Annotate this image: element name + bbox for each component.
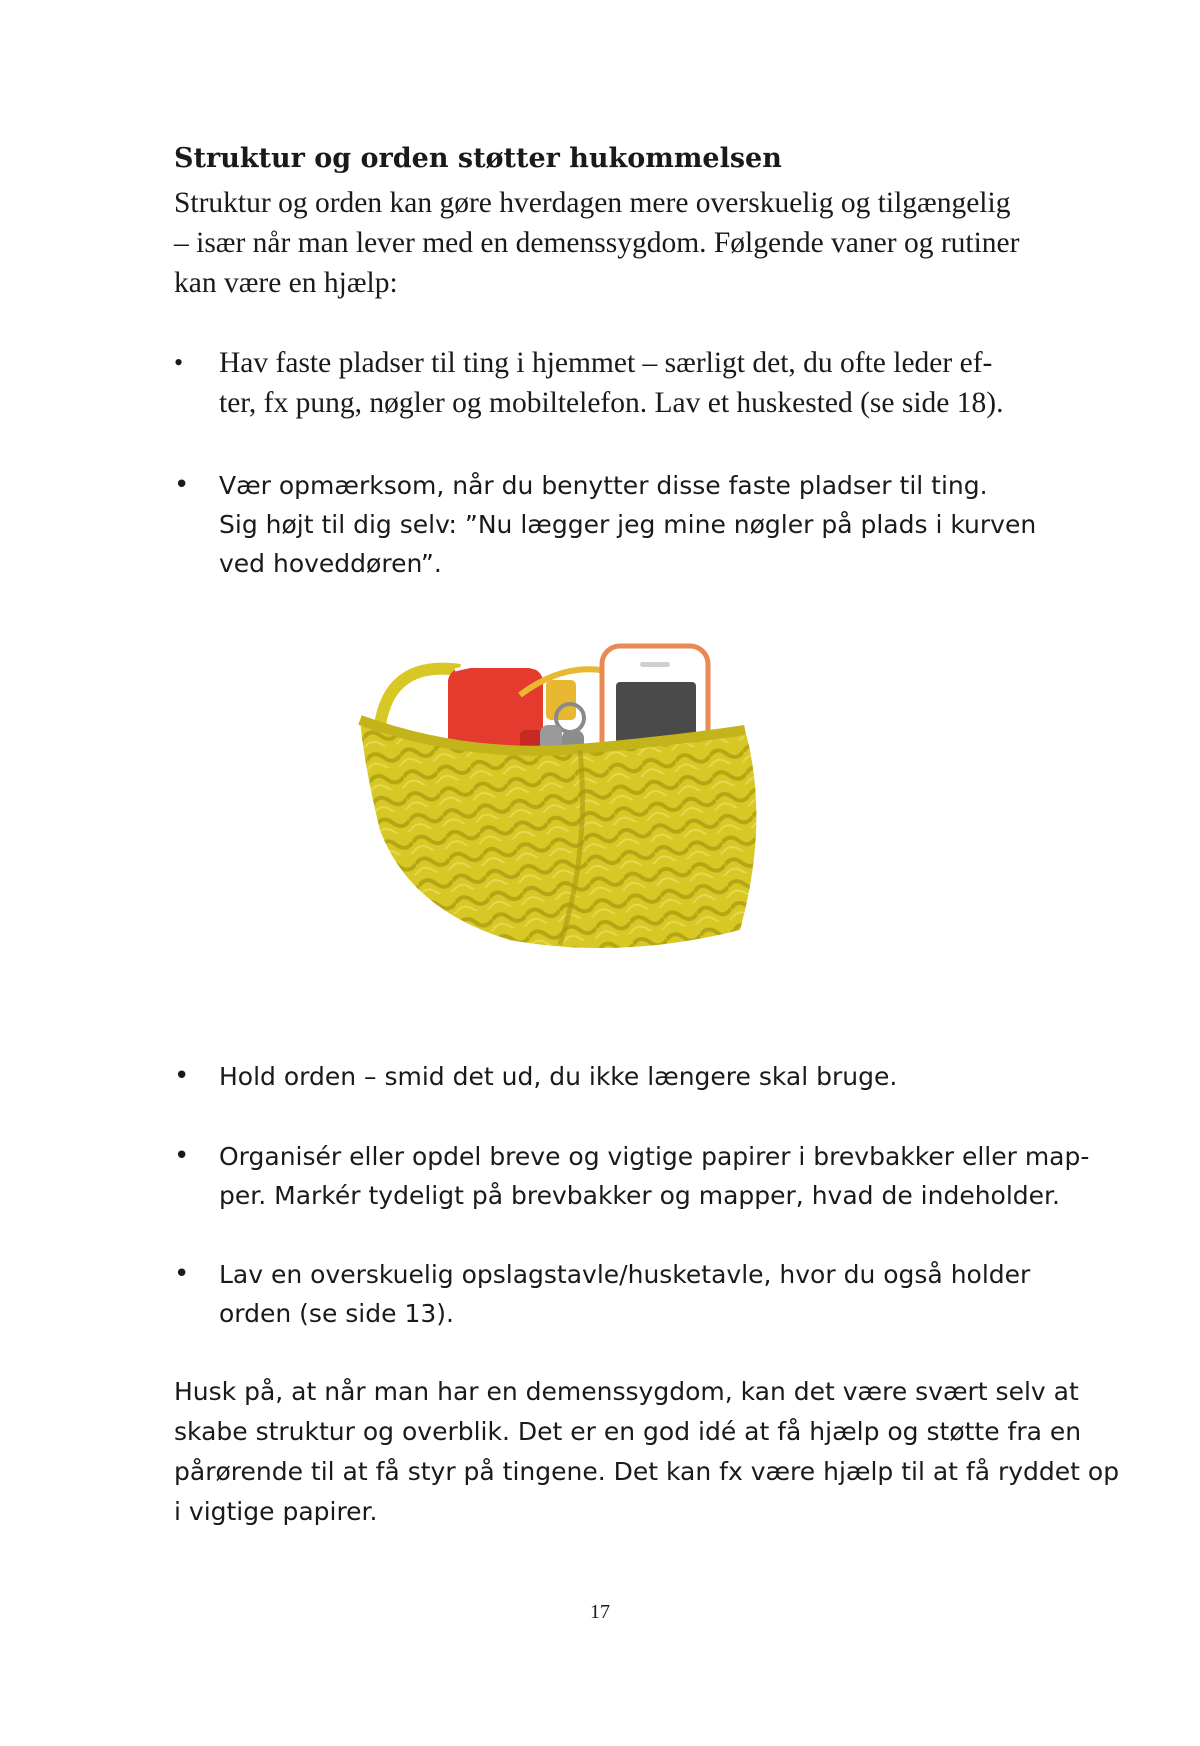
closing-line: pårørende til at få styr på tingene. Det kan fx være hjælp til at få ryddet op xyxy=(174,1457,1120,1486)
bullet-icon: • xyxy=(174,470,190,500)
intro-line: – især når man lever med en demenssygdom. Følgende vaner og rutiner xyxy=(174,227,1020,259)
closing-paragraph xyxy=(174,1372,1120,1532)
closing-line: Husk på, at når man har en demenssygdom, kan det være svært selv at xyxy=(174,1377,1079,1406)
bullet-line: Hav faste pladser til ting i hjemmet – særligt det, du ofte leder ef- xyxy=(219,347,993,379)
bullet-icon: • xyxy=(174,1141,190,1171)
bullet-line: per. Markér tydeligt på brevbakker og mapper, hvad de indeholder. xyxy=(219,1181,1060,1210)
section-heading: Struktur og orden støtter hukommelsen xyxy=(174,143,782,174)
bullet-icon: • xyxy=(174,348,184,377)
bullet-line: ved hoveddøren”. xyxy=(219,549,442,578)
bullet-line: Vær opmærksom, når du benytter disse faste pladser til ting. xyxy=(219,471,988,500)
basket-with-wallet-keys-phone-icon xyxy=(350,640,840,980)
closing-line: skabe struktur og overblik. Det er en god idé at få hjælp og støtte fra en xyxy=(174,1417,1082,1446)
basket-icon xyxy=(360,720,756,948)
page-number: 17 xyxy=(590,1601,610,1623)
bullet-text xyxy=(219,1137,1090,1215)
bullet-text xyxy=(219,1255,1059,1333)
bullet-text xyxy=(219,466,1059,583)
intro-paragraph xyxy=(174,183,1054,303)
intro-line: Struktur og orden kan gøre hverdagen mere overskuelig og tilgængelig xyxy=(174,187,1011,219)
intro-line: kan være en hjælp: xyxy=(174,267,398,299)
bullet-text xyxy=(219,343,1059,423)
closing-line: i vigtige papirer. xyxy=(174,1497,378,1526)
bullet-line: Sig højt til dig selv: ”Nu lægger jeg mine nøgler på plads i kurven xyxy=(219,510,1037,539)
bullet-line: orden (se side 13). xyxy=(219,1299,454,1328)
bullet-line: ter, fx pung, nøgler og mobiltelefon. Lav et huskested (se side 18). xyxy=(219,387,1004,419)
bullet-icon: • xyxy=(174,1061,190,1091)
bullet-text xyxy=(219,1057,1059,1096)
bullet-line: Organisér eller opdel breve og vigtige papirer i brevbakker eller map- xyxy=(219,1142,1090,1171)
bullet-icon: • xyxy=(174,1259,190,1289)
bullet-line: Lav en overskuelig opslagstavle/husketavle, hvor du også holder xyxy=(219,1260,1031,1289)
bullet-line: Hold orden – smid det ud, du ikke længere skal bruge. xyxy=(219,1062,898,1091)
